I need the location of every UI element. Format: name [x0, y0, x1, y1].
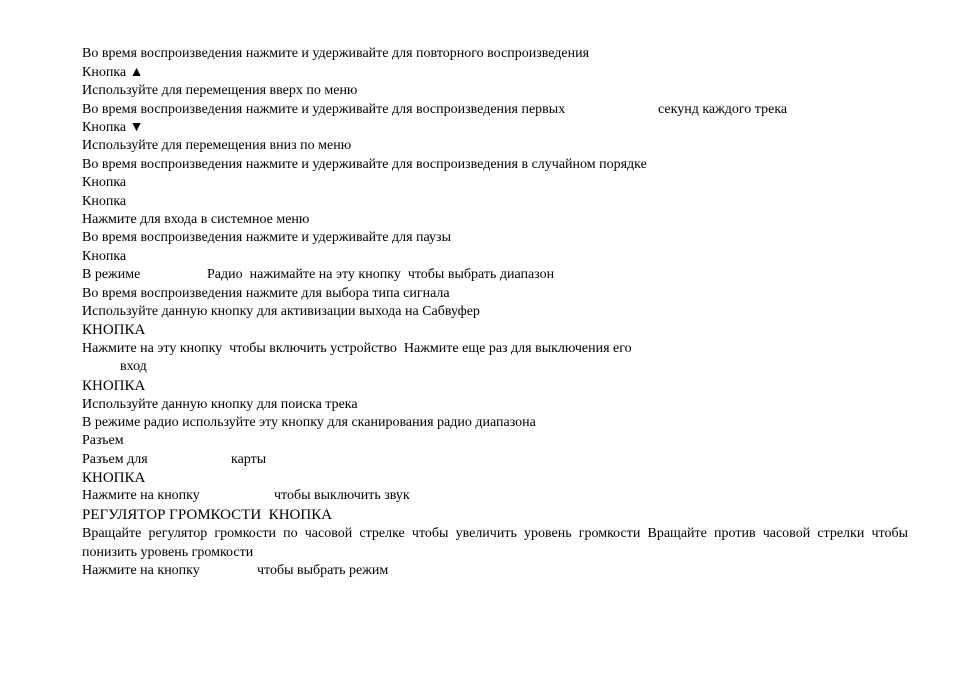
text-line: Используйте данную кнопку для активизации выхода на Сабвуфер — [82, 304, 480, 319]
text-line: Нажмите для входа в системное меню — [82, 212, 310, 227]
text-line: секунд каждого трека — [658, 102, 788, 117]
button-heading: Кнопка — [82, 249, 127, 264]
text-line: Используйте для перемещения вверх по меню — [82, 83, 358, 98]
text-line: Используйте для перемещения вниз по меню — [82, 138, 352, 153]
text-line: чтобы выключить звук — [274, 488, 410, 503]
text-paragraph: Вращайте регулятор громкости по часовой стрелке чтобы увеличить уровень громкости Вращайте против часовой стрелки чтобы понизить уровень громкости — [82, 526, 908, 560]
text-line: Нажмите на эту кнопку чтобы включить устройство Нажмите еще раз для выключения его — [82, 341, 632, 356]
button-heading: КНОПКА — [82, 470, 146, 486]
text-line: Нажмите на кнопку — [82, 488, 200, 503]
text-line: Во время воспроизведения нажмите и удерживайте для повторного воспроизведения — [82, 46, 590, 61]
button-heading: КНОПКА — [82, 378, 146, 394]
volume-heading: РЕГУЛЯТОР ГРОМКОСТИ КНОПКА — [82, 507, 333, 523]
text-line: Во время воспроизведения нажмите и удерживайте для воспроизведения в случайном порядке — [82, 157, 647, 172]
text-line: чтобы выбрать режим — [257, 563, 389, 578]
button-heading: Кнопка — [82, 194, 127, 209]
text-line: Разъем для — [82, 452, 148, 467]
text-line: Радио нажимайте на эту кнопку чтобы выбрать диапазон — [207, 267, 555, 282]
text-line: В режиме — [82, 267, 141, 282]
text-line: Нажмите на кнопку — [82, 563, 200, 578]
button-down-heading: Кнопка ▼ — [82, 120, 144, 135]
text-line: В режиме радио используйте эту кнопку для сканирования радио диапазона — [82, 415, 536, 430]
connector-heading: Разъем — [82, 433, 124, 448]
button-heading: Кнопка — [82, 175, 127, 190]
text-line: Используйте данную кнопку для поиска трека — [82, 397, 358, 412]
text-line: Во время воспроизведения нажмите и удерживайте для воспроизведения первых — [82, 102, 566, 117]
text-line: карты — [231, 452, 267, 467]
text-line: вход — [120, 359, 147, 374]
text-line: Во время воспроизведения нажмите и удерживайте для паузы — [82, 230, 451, 245]
button-heading: КНОПКА — [82, 322, 146, 338]
button-up-heading: Кнопка ▲ — [82, 65, 144, 80]
text-line: Во время воспроизведения нажмите для выбора типа сигнала — [82, 286, 450, 301]
